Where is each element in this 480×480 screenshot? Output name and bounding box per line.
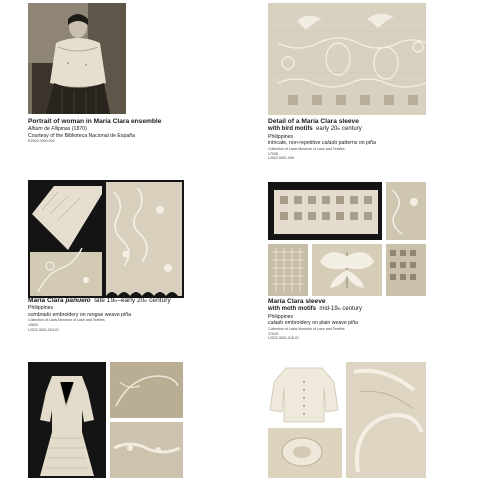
panuelo-photo-collage [28,180,184,298]
date-part: century [340,306,363,312]
caption-portrait [28,118,228,144]
desc-part: embroidery on [51,311,88,318]
dress-photo-collage [28,362,183,478]
date-part: century [147,297,171,304]
object-number: 10653 [28,322,38,327]
desc-part: intricate, non-repetitive [268,140,322,147]
accession-code: R2022.0000.002 [28,139,55,144]
object-number: 17015 [268,331,278,336]
desc-italic: sombrado [28,311,52,318]
caption-title: Detail of a María Clara sleeve [268,118,359,125]
desc-part: weave piña [103,311,131,318]
desc-part: patterns on piña [337,140,376,147]
date-sup: th [337,127,341,131]
date-part: late 19 [94,297,115,304]
collection-line: Collection of Lacis Museum of Lace and Textiles [28,318,105,323]
accession-code: L2022.0001.003.01 [28,327,59,332]
moth-sleeve-photo-collage [268,182,426,296]
caption-moth-sleeve [268,298,468,341]
accession-code: L2022.0001.016.01 [268,336,299,341]
credit-line: Courtesy of the Biblioteca Nacional de España [28,132,135,139]
object-number: 17026 [268,151,278,156]
desc-italic: calado [321,140,338,147]
place: Philippines [28,305,54,311]
collection-line: Collection of Lacis Museum of Lace and Textiles [268,146,345,151]
desc-italic: rengue [87,311,104,318]
caption-panuelo [28,297,258,333]
caption-title: Portrait of woman in María Clara ensemble [28,118,162,125]
accession-code: L2022.0001.006 [268,156,294,161]
date-sup: th [144,299,148,303]
collection-line: Collection of Lacis Museum of Lace and Textiles [268,326,345,331]
desc-part: embroidery on plain weave piña [283,320,358,327]
caption-title: María Clara sleeve [268,298,326,305]
caption-bird-sleeve [268,118,468,161]
date-part: century [340,126,362,132]
place: Philippines [268,313,294,320]
album-title: Album de Filipinas [28,126,71,132]
caption-title-italic: pañuelo [65,297,91,304]
blouse-photo-collage [268,362,426,478]
caption-subtitle: with bird motifs [268,126,313,132]
date-part: early 20 [316,126,338,132]
caption-title: María Clara [28,297,66,304]
bird-sleeve-photo [268,3,426,115]
desc-italic: calado [268,320,284,327]
date-part: mid-19 [319,306,338,312]
album-year: (1870) [70,126,87,132]
caption-subtitle: with moth motifs [268,306,316,312]
portrait-photo [28,3,126,114]
place: Philippines [268,133,294,140]
date-sup: th [337,307,341,311]
date-sup: th [114,299,118,303]
date-part: –early 20 [117,297,145,304]
